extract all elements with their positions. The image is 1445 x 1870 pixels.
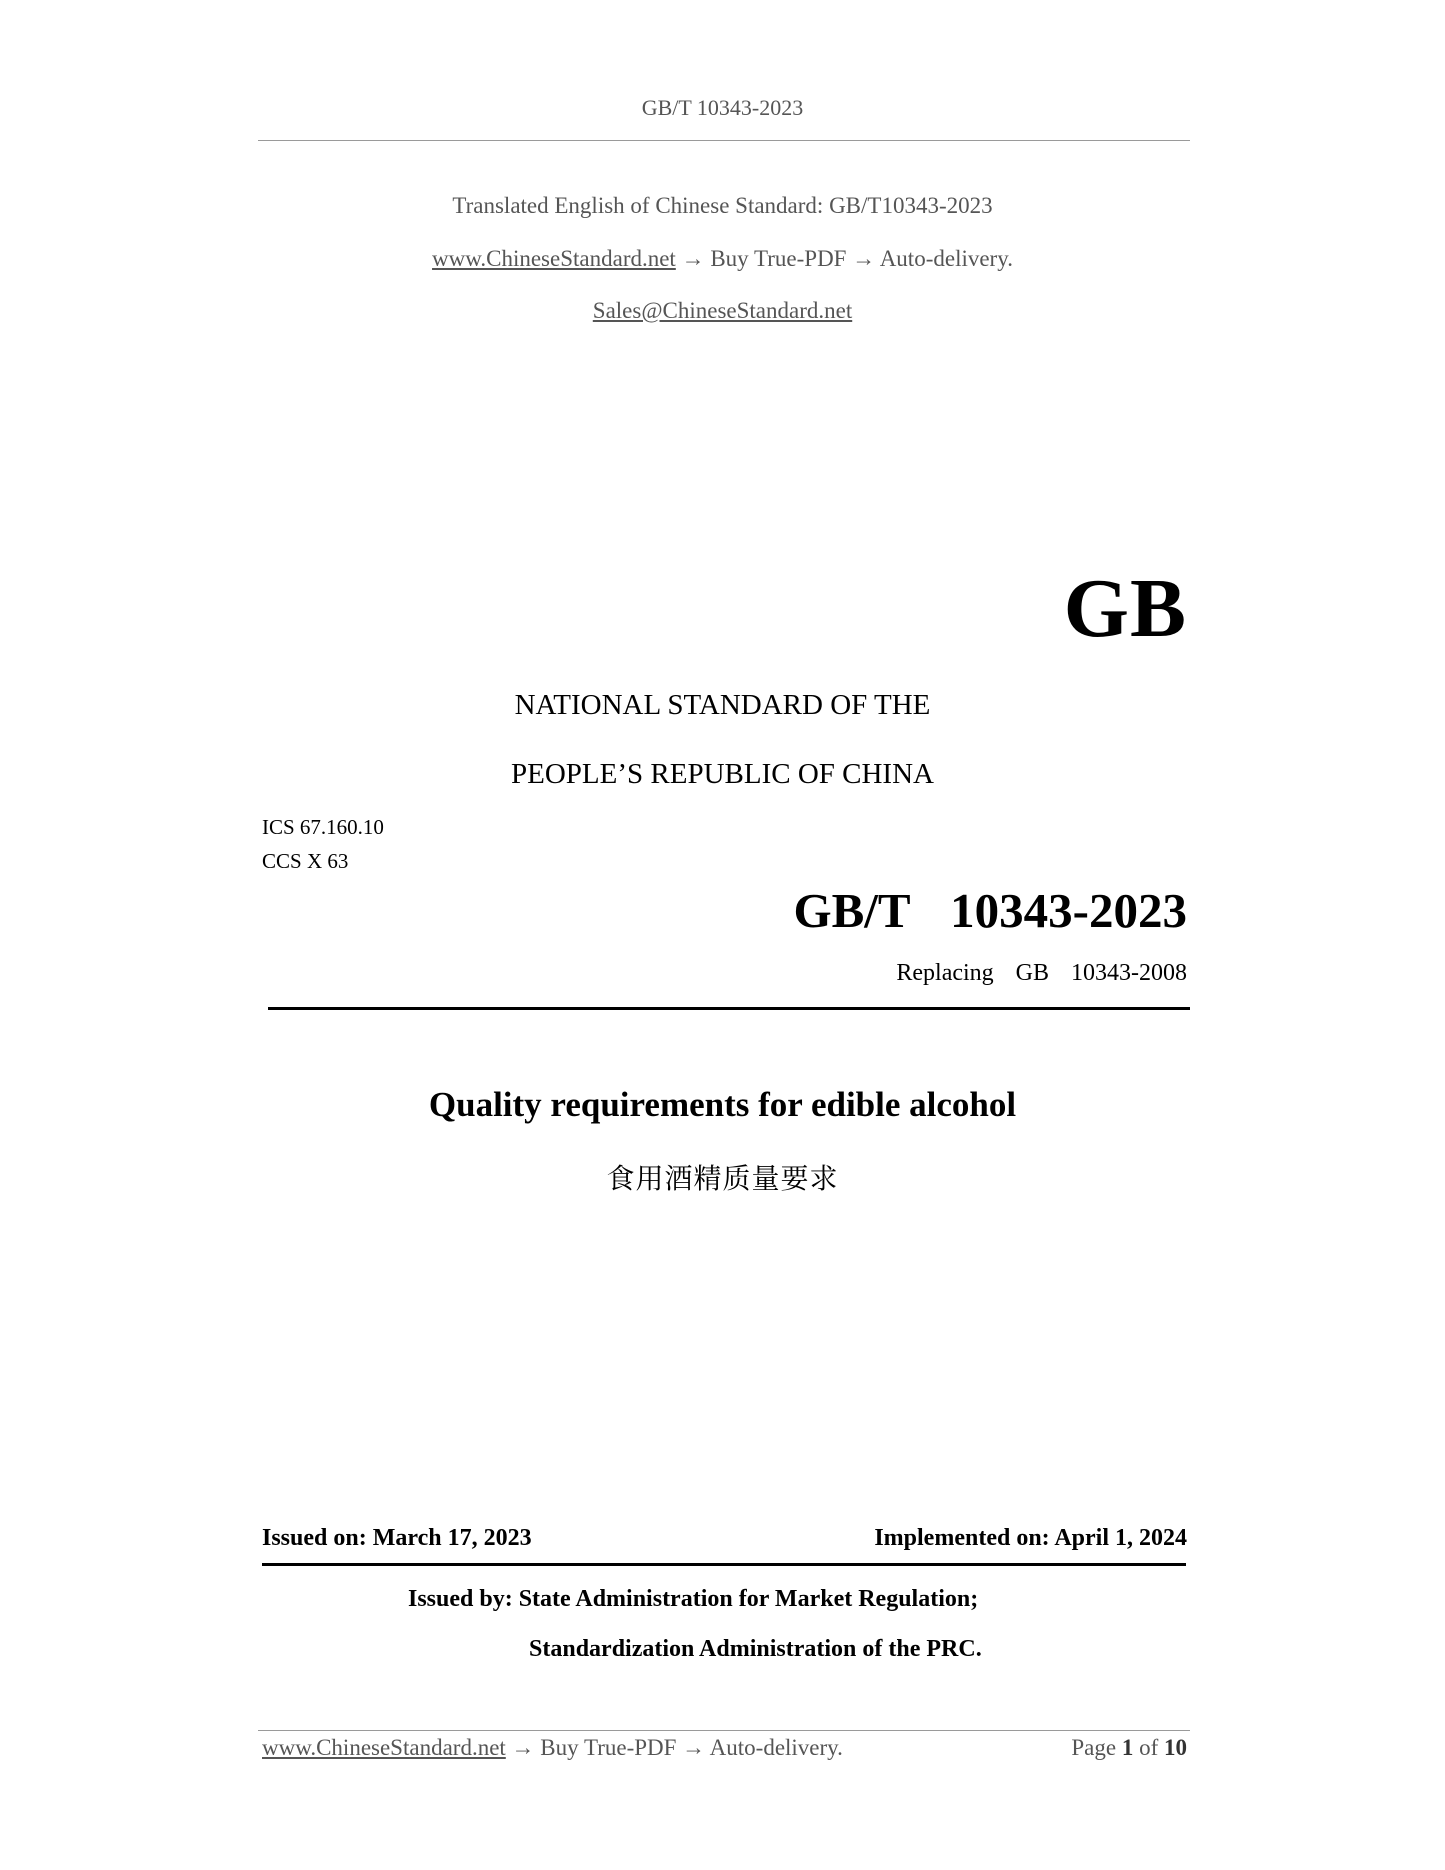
document-title: Quality requirements for edible alcohol — [428, 1085, 1017, 1124]
replacing-note: Replacing GB 10343-2008 — [896, 960, 1187, 986]
page-indicator — [1071, 1735, 1187, 1761]
implemented-on-date: Implemented on: April 1, 2024 — [874, 1525, 1187, 1551]
issued-on-date: Issued on: March 17, 2023 — [262, 1525, 532, 1551]
sales-email-link[interactable]: Sales@ChineseStandard.net — [592, 298, 853, 323]
ics-code: ICS 67.160.10 — [262, 815, 384, 839]
national-standard-line2: PEOPLE’S REPUBLIC OF CHINA — [511, 758, 934, 790]
site-link[interactable]: www.ChineseStandard.net — [432, 246, 676, 271]
gb-mark: GB — [1063, 562, 1187, 655]
page-total: 10 — [1164, 1735, 1187, 1760]
header-standard-code: GB/T 10343-2023 — [641, 95, 804, 120]
buy-text: → Buy True-PDF → Auto-delivery. — [675, 246, 1013, 271]
sales-email-line — [0, 298, 1445, 324]
page-of: of — [1139, 1735, 1159, 1760]
document-title-chinese: 食用酒精质量要求 — [606, 1162, 839, 1195]
issued-by-line1: Issued by: State Administration for Market Regulation; — [408, 1586, 979, 1612]
footer-purchase-line — [262, 1735, 843, 1761]
ccs-code: CCS X 63 — [262, 849, 349, 873]
footer-divider — [258, 1730, 1190, 1731]
national-standard-line1: NATIONAL STANDARD OF THE — [514, 689, 931, 721]
translation-notice: Translated English of Chinese Standard: GB/T10343-2023 — [452, 193, 993, 218]
standard-number: GB/T 10343-2023 — [793, 883, 1187, 938]
page-current: 1 — [1121, 1735, 1134, 1760]
footer-site-link[interactable]: www.ChineseStandard.net — [262, 1735, 506, 1760]
purchase-line — [0, 246, 1445, 272]
header-divider — [258, 140, 1190, 141]
issued-by-line2: Standardization Administration of the PRC. — [529, 1636, 982, 1662]
issue-divider — [262, 1563, 1186, 1566]
title-divider — [268, 1007, 1190, 1010]
page-label: Page — [1071, 1735, 1117, 1760]
footer-buy-text: → Buy True-PDF → Auto-delivery. — [505, 1735, 843, 1760]
